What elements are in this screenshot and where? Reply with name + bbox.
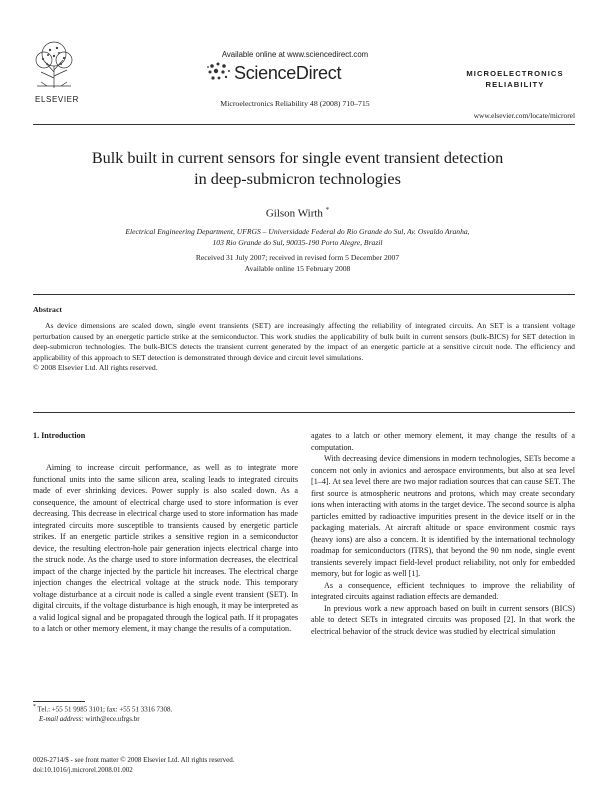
footnote-email-label: E-mail address:	[39, 714, 84, 723]
journal-name-line1: MICROELECTRONICS	[466, 69, 564, 78]
footnote-contact	[33, 703, 298, 715]
issn-line: 0026-2714/$ - see front matter © 2008 Elsevier Ltd. All rights reserved.	[33, 756, 235, 764]
title-line1: Bulk built in current sensors for single event transient detection	[91, 149, 504, 167]
intro-paragraph-1: Aiming to increase circuit performance, as well as to integrate more functional units into the same silicon area, scaling leads to integrated circuits made of ever shrinking devices. Power supply is also scaled down. As a consequence, the amount of electrical charge used to store information is ever decreasing. This decrease in electrical charge used to store information has made integrated circuits more susceptible to transients caused by energetic particle strikes. If an energetic particle strikes a sensitive region in a semiconductor device, the resulting electron-hole pair generation injects electrical charge into the struck node. As the charge used to store information decreases, the electrical impact of the charge injected by the particle hit increases. The electrical charge injection changes the electrical voltage at the struck node. This temporary voltage disturbance at a circuit node is called a single event transient (SET). In digital circuits, if the voltage disturbance is high enough, it may be interpreted as a valid logical signal and be propagated through the logical path. If it propagates to a latch or other memory element, it may change the results of a computation.	[33, 463, 298, 633]
doi-line[interactable]: doi:10.1016/j.microrel.2008.01.002	[33, 765, 133, 774]
affiliation	[60, 227, 535, 248]
footnote-email-line	[33, 715, 298, 725]
elsevier-tree-logo	[33, 38, 75, 90]
footnote-tel: Tel.: +55 51 9985 3101; fax: +55 51 3316 7308.	[37, 705, 173, 714]
journal-citation: Microelectronics Reliability 48 (2008) 710–715	[220, 99, 370, 108]
abstract-bottom-rule	[33, 412, 575, 413]
journal-name	[455, 68, 575, 90]
sciencedirect-brand: ScienceDirect	[234, 63, 342, 83]
title-line2: in deep-submicron technologies	[194, 170, 401, 188]
abstract-text: As device dimensions are scaled down, single event transients (SET) are increasingly affecting the reliability of integrated circuits. An SET is a transient voltage perturbation caused by an energetic particle strike at the semiconductor. This work studies the applicability of bulk built in current sensors (bulk-BICS) for SET detection in deep-submicron technologies. The bulk-BICS detects the transient current generated by the impact of an energetic particle at a sensitive circuit node. The efficiency and applicability of this approach to SET detection is demonstrated through device and circuit level simulations.	[33, 321, 575, 362]
author-footnote-mark[interactable]: *	[325, 206, 330, 214]
author-line	[40, 206, 555, 220]
intro-paragraph-4: In previous work a new approach based on built in current sensors (BICS) able to detect SETs in integrated circuits was proposed [2]. In that work the electrical behavior of the struck device was studied by electrical simulation	[311, 603, 575, 636]
affiliation-line2: 103 Rio Grande do Sul, 90035-190 Porto Alegre, Brazil	[212, 237, 383, 247]
available-online: Available online at www.sciencedirect.com	[221, 50, 369, 59]
article-dates	[60, 253, 535, 274]
sciencedirect-mark-icon	[206, 60, 234, 84]
journal-url[interactable]: www.elsevier.com/locate/microrel	[473, 111, 575, 120]
left-column	[33, 462, 298, 702]
abstract-heading: Abstract	[33, 305, 63, 314]
intro-paragraph-2: With decreasing device dimensions in modern technologies, SETs become a concern not only in avionics and aerospace environments, but also at sea level [1–4]. At sea level there are two major radiation sources that can cause SET. The first source is atmospheric neutrons and protons, which may create secondary ions when interacting with atoms in the target device. The second source is alpha particles emitted by radioactive impurities present in the device itself or in the packaging materials. At aircraft altitude or space environment cosmic rays (heavy ions) are also a concern. It is identified by the international technology roadmap for semiconductors (ITRS), that beyond the 90 nm node, single event transients severely impact field-level product reliability, not only for embedded memory, but for logic as well [1].	[311, 454, 575, 578]
abstract-copyright: © 2008 Elsevier Ltd. All rights reserved.	[33, 363, 158, 373]
right-column	[311, 430, 575, 637]
affiliation-line1: Electrical Engineering Department, UFRGS – Universidade Federal do Rio Grande do Sul, Av. Osvaldo Aranha,	[125, 227, 470, 236]
abstract-body	[33, 321, 575, 374]
footnote-rule	[33, 701, 85, 702]
footnote-mark: *	[33, 704, 36, 710]
legal-footer	[33, 756, 333, 775]
received-dates: Received 31 July 2007; received in revised form 5 December 2007	[195, 253, 400, 262]
footnote-email[interactable]: wirth@ece.ufrgs.br	[85, 714, 140, 723]
section-heading-intro: 1. Introduction	[33, 431, 86, 440]
intro-paragraph-1-continued: agates to a latch or other memory element, it may change the results of a computation.	[311, 431, 575, 452]
intro-paragraph-3: As a consequence, efficient techniques to improve the reliability of integrated circuits against radiation effects are demanded.	[311, 580, 575, 601]
author-footnote	[33, 703, 298, 725]
journal-name-line2: RELIABILITY	[485, 80, 545, 89]
author-name: Gilson Wirth	[265, 207, 323, 220]
header-rule	[33, 124, 575, 125]
available-date: Available online 15 February 2008	[244, 263, 351, 273]
abstract-top-rule	[33, 294, 575, 295]
article-title	[40, 148, 555, 190]
publisher-name: ELSEVIER	[35, 95, 79, 104]
